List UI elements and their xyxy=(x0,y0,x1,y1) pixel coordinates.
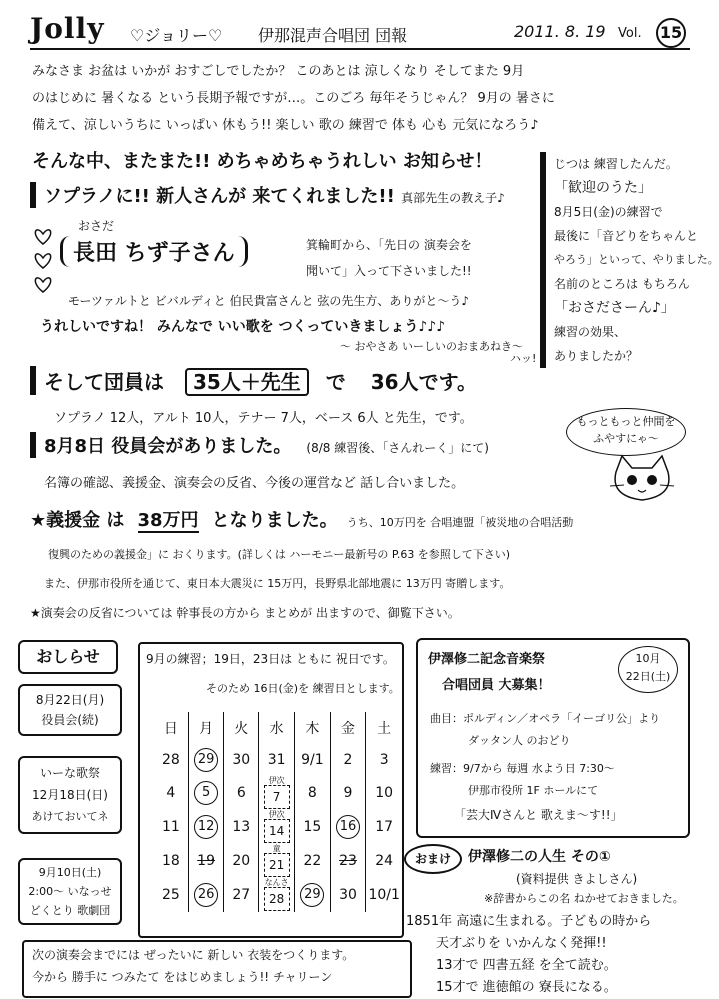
calendar-day xyxy=(154,878,188,912)
calendar-day-number: 9/1 xyxy=(301,752,324,768)
notice-card xyxy=(18,858,122,925)
calendar-day-number: 10 xyxy=(375,785,394,801)
new-member-title xyxy=(30,182,505,208)
calendar-day xyxy=(330,776,366,810)
calendar-day-number: 20 xyxy=(232,853,251,869)
festival-date xyxy=(618,646,678,693)
calendar-day xyxy=(295,810,331,844)
notice-card xyxy=(18,756,122,834)
omake-note: ※辞書からこの名 ねかせておきました。 xyxy=(484,892,684,905)
meeting-title xyxy=(30,432,489,458)
calendar-day xyxy=(295,844,331,878)
calendar-day xyxy=(154,844,188,878)
calendar-day xyxy=(330,744,366,776)
donation-detail: また、伊那市役所を通じて、東日本大震災に 15万円，長野県北部地震に 13万円 寄贈します。 xyxy=(44,577,511,590)
song-line: ダッタン人 のおどり xyxy=(468,734,571,747)
calendar-day-number: 29 xyxy=(194,748,218,772)
calendar-day-tag: 童 xyxy=(272,844,281,853)
calendar-week xyxy=(154,844,402,878)
note-line: やろう」といって、やりました。 xyxy=(554,253,719,266)
calendar-table xyxy=(154,712,402,912)
weekday-header: 水 xyxy=(259,712,295,744)
notice-line: あけておいてネ xyxy=(31,810,109,823)
footer-line: 次の演奏会までには ぜったいに 新しい 衣装をつくります。 xyxy=(32,948,355,962)
calendar-day-number: 16 xyxy=(336,815,360,839)
notice-line: 9月10日(土) xyxy=(38,866,102,879)
calendar-day-number: 13 xyxy=(232,819,251,835)
note-line: 最後に「音どりをちゃんと xyxy=(554,229,699,243)
calendar-day xyxy=(366,810,402,844)
calendar-day xyxy=(259,744,295,776)
calendar-day xyxy=(188,844,224,878)
members-lead: そして団員は xyxy=(44,370,164,394)
calendar-day xyxy=(224,810,259,844)
note-line: 「おさださーん♪」 xyxy=(554,300,675,316)
calendar-day xyxy=(366,878,402,912)
calendar-day-tag: 伊次 xyxy=(268,810,285,819)
calendar-day xyxy=(366,744,402,776)
calendar-day xyxy=(259,878,295,912)
calendar xyxy=(138,642,404,938)
aside-line: 〜 おやさあ いーしいのおまあねき〜 xyxy=(340,340,523,353)
calendar-day-number: 12 xyxy=(194,815,218,839)
logo: Jolly xyxy=(30,12,105,45)
weekday-header: 月 xyxy=(188,712,224,744)
calendar-day-number: 25 xyxy=(161,887,180,903)
intro-line: 備えて、涼しいうちに いっぱい 休もう!! 楽しい 歌の 練習で 体も 心も 元気になろう♪ xyxy=(32,118,539,133)
song-label: 曲目： xyxy=(430,712,463,725)
calendar-day-number: 7 xyxy=(264,785,290,809)
donation-tail: となりました。 xyxy=(211,510,338,531)
calendar-day-number: 21 xyxy=(264,853,290,877)
calendar-day xyxy=(188,878,224,912)
members-count: 35人＋先生 xyxy=(185,368,309,396)
calendar-day-number: 14 xyxy=(264,819,290,843)
calendar-day-number: 31 xyxy=(267,752,286,768)
from-line: 箕輪町から、「先日の 演奏会を xyxy=(306,238,472,252)
intro-line: みなさま お盆は いかが おすごしでしたか？ このあとは 涼しくなり そしてまた 9月 xyxy=(32,64,525,79)
calendar-day-number: 29 xyxy=(300,883,324,907)
festival-box xyxy=(416,638,690,838)
calendar-day xyxy=(224,878,259,912)
members-mid: で xyxy=(325,370,346,394)
calendar-day-number: 6 xyxy=(236,785,246,801)
notices-title: おしらせ xyxy=(18,640,118,674)
calendar-day xyxy=(330,844,366,878)
notice-line: 2:00〜 いなっせ xyxy=(28,885,112,898)
notice-card xyxy=(18,684,122,736)
calendar-day-number: 22 xyxy=(303,853,322,869)
notice-line: いーな歌祭 xyxy=(39,766,100,780)
calendar-day xyxy=(224,744,259,776)
bubble-line: ふやすにゃ〜 xyxy=(593,432,659,445)
new-member-title-text: ソプラノに!! 新人さんが 来てくれました!! xyxy=(44,186,395,207)
aside-exclaim: ハッ! xyxy=(510,352,537,365)
calendar-day-number: 30 xyxy=(339,887,357,903)
donation-lead: ★義援金 は xyxy=(30,510,125,531)
calendar-day-number: 17 xyxy=(375,819,394,835)
calendar-day-number: 30 xyxy=(232,752,251,768)
calendar-day-number: 26 xyxy=(194,883,218,907)
calendar-day-number: 9 xyxy=(343,785,353,801)
new-member-title-note: 真部先生の教え子♪ xyxy=(401,191,505,205)
song-line: ポルディン／オペラ「イーゴリ公」より xyxy=(463,712,661,725)
calendar-day xyxy=(154,744,188,776)
intro xyxy=(32,58,687,139)
calendar-day-number: 19 xyxy=(197,853,215,869)
calendar-day xyxy=(259,844,295,878)
omake-line: 13才で 四書五経 を全て読む。 xyxy=(436,958,617,973)
notice-line: どくとり 歌劇団 xyxy=(29,904,111,917)
footer-line: 今から 勝手に つみたて をはじめましょう!! チャリーン xyxy=(32,970,333,984)
calendar-week xyxy=(154,744,402,776)
members-total: 36人です。 xyxy=(370,370,477,394)
meeting-note: (8/8 練習後、「さんれーく」にて) xyxy=(306,441,489,455)
calendar-day-number: 10/1 xyxy=(368,887,400,903)
practice-line: 伊那市役所 1F ホールにて xyxy=(468,784,599,797)
calendar-day-number: 28 xyxy=(264,887,290,911)
calendar-caption: 9月の練習；19日，23日は ともに 祝日です。 xyxy=(146,652,395,666)
festival-title: 伊澤修二記念音楽祭 xyxy=(428,652,546,667)
meeting-body: 名簿の確認、義援金、演奏会の反省、今後の運営など 話し合いました。 xyxy=(44,476,465,491)
mascot-bubble xyxy=(566,408,686,456)
calendar-day xyxy=(154,810,188,844)
name-ruby: おさだ xyxy=(78,219,115,233)
donation-detail: うち、10万円を 合唱連盟「被災地の合唱活動 xyxy=(346,516,574,529)
festival-practice xyxy=(430,758,615,802)
calendar-day-number: 4 xyxy=(166,785,176,801)
omake-line: 15才で 進徳館の 寮長になる。 xyxy=(436,980,617,995)
note-line: 「歓迎のうた」 xyxy=(554,180,652,196)
omake xyxy=(400,838,694,996)
omake-line: 天才ぶりを いかんなく発揮!! xyxy=(436,936,607,951)
note-line: 8月5日(金)の練習で xyxy=(554,205,663,219)
wish-line: うれしいですね！ みんなで いい歌を つくっていきましょう♪♪♪ xyxy=(40,319,446,335)
festival-title: 合唱団員 大募集！ xyxy=(442,678,551,693)
meeting-title-text: 8月8日 役員会がありました。 xyxy=(44,436,292,457)
calendar-day xyxy=(188,810,224,844)
calendar-day xyxy=(330,878,366,912)
sidebar-note xyxy=(540,152,719,368)
donation-detail: 復興のための義援金」に おくります。(詳しくは ハーモニー最新号の P.63 を参照して下さい) xyxy=(48,548,511,561)
calendar-day-tag: なんさ xyxy=(264,878,289,887)
calendar-day xyxy=(188,744,224,776)
calendar-day xyxy=(295,744,331,776)
members-line xyxy=(30,366,477,395)
calendar-day-number: 2 xyxy=(343,752,353,768)
cat-mascot-icon xyxy=(608,452,688,507)
issue-number: 15 xyxy=(656,18,686,48)
calendar-day-number: 18 xyxy=(161,853,180,869)
calendar-week xyxy=(154,776,402,810)
omake-line: 1851年 高遠に生まれる。子どもの時から xyxy=(406,914,652,929)
weekday-header: 金 xyxy=(330,712,366,744)
new-member-name: 長田 ちず子さん xyxy=(60,236,248,267)
music-thanks: モーツァルトと ビバルディと 伯民貴富さんと 弦の先生方、ありがと〜う♪ xyxy=(68,294,470,308)
omake-source: (資料提供 きよしさん) xyxy=(516,872,638,886)
calendar-day xyxy=(259,810,295,844)
concert-review: ★演奏会の反省については 幹事長の方から まとめが 出ますので、御覧下さい。 xyxy=(30,606,460,620)
members-breakdown: ソプラノ 12人，アルト 10人，テナー 7人，ベース 6人 と先生，です。 xyxy=(54,411,473,426)
donation-line xyxy=(30,506,573,532)
festival-date-line: 22日(土) xyxy=(625,670,671,683)
note-line: 練習の効果、 xyxy=(554,325,627,339)
calendar-day xyxy=(330,810,366,844)
weekday-header: 日 xyxy=(163,721,178,737)
calendar-day-number: 3 xyxy=(379,752,389,768)
practice-label: 練習： xyxy=(430,762,463,775)
note-line: ありましたか？ xyxy=(554,349,639,363)
omake-title: 伊澤修二の人生 その① xyxy=(468,849,611,865)
issue-prefix: Vol. xyxy=(618,26,642,41)
logo-kana: ♡ジョリー♡ xyxy=(130,26,223,45)
omake-badge: おまけ xyxy=(404,844,462,874)
calendar-day-number: 27 xyxy=(232,887,251,903)
calendar-day xyxy=(224,844,259,878)
calendar-day xyxy=(154,776,188,810)
note-line: 名前のところは もちろん xyxy=(554,277,690,291)
calendar-day xyxy=(188,776,224,810)
bubble-line: もっともっと仲間を xyxy=(576,415,676,428)
calendar-day xyxy=(259,776,295,810)
issue-date: 2011. 8. 19 xyxy=(514,22,606,41)
weekday-header: 火 xyxy=(224,712,259,744)
note-line: じつは 練習したんだ。 xyxy=(554,157,678,171)
calendar-day-number: 8 xyxy=(307,785,317,801)
calendar-day-tag: 伊次 xyxy=(268,776,285,785)
calendar-day-number: 28 xyxy=(161,752,180,768)
calendar-week xyxy=(154,810,402,844)
new-member-from xyxy=(306,232,472,284)
practice-line: 9/7から 毎週 水よう日 7:30〜 xyxy=(463,762,615,775)
weekday-header: 木 xyxy=(295,712,331,744)
calendar-day xyxy=(295,878,331,912)
calendar-day xyxy=(224,776,259,810)
notice-line: 役員会(続) xyxy=(41,713,99,727)
org-name: 伊那混声合唱団 団報 xyxy=(258,26,408,45)
notice-line: 12月18日(日) xyxy=(32,788,108,802)
header xyxy=(30,12,690,48)
festival-songs xyxy=(430,708,660,752)
calendar-day-number: 24 xyxy=(375,853,394,869)
calendar-day-number: 5 xyxy=(194,781,218,805)
calendar-day xyxy=(366,844,402,878)
headline: そんな中、またまた!! めちゃめちゃうれしい お知らせ！ xyxy=(32,151,493,172)
calendar-subcaption: そのため 16日(金)を 練習日とします。 xyxy=(206,682,400,695)
calendar-day-number: 23 xyxy=(339,853,357,869)
calendar-day-number: 15 xyxy=(303,819,322,835)
calendar-week xyxy=(154,878,402,912)
calendar-day-number: 11 xyxy=(161,819,180,835)
notice-line: 8月22日(月) xyxy=(35,693,105,707)
heart-decoration-icon xyxy=(30,224,56,294)
calendar-day xyxy=(366,776,402,810)
festival-slogan: 「芸大Ⅳさんと 歌えま〜す!!」 xyxy=(454,808,623,822)
festival-date-line: 10月 xyxy=(635,652,661,665)
footer-box xyxy=(22,940,412,998)
donation-amount: 38万円 xyxy=(137,510,199,531)
weekday-header: 土 xyxy=(366,712,402,744)
from-line: 聞いて」入って下さいました!! xyxy=(306,264,472,278)
intro-line: のはじめに 暑くなる という長期予報ですが…。このごろ 毎年そうじゃん？ 9月の 暑さに xyxy=(32,91,555,106)
header-rule xyxy=(30,48,690,50)
calendar-day xyxy=(295,776,331,810)
